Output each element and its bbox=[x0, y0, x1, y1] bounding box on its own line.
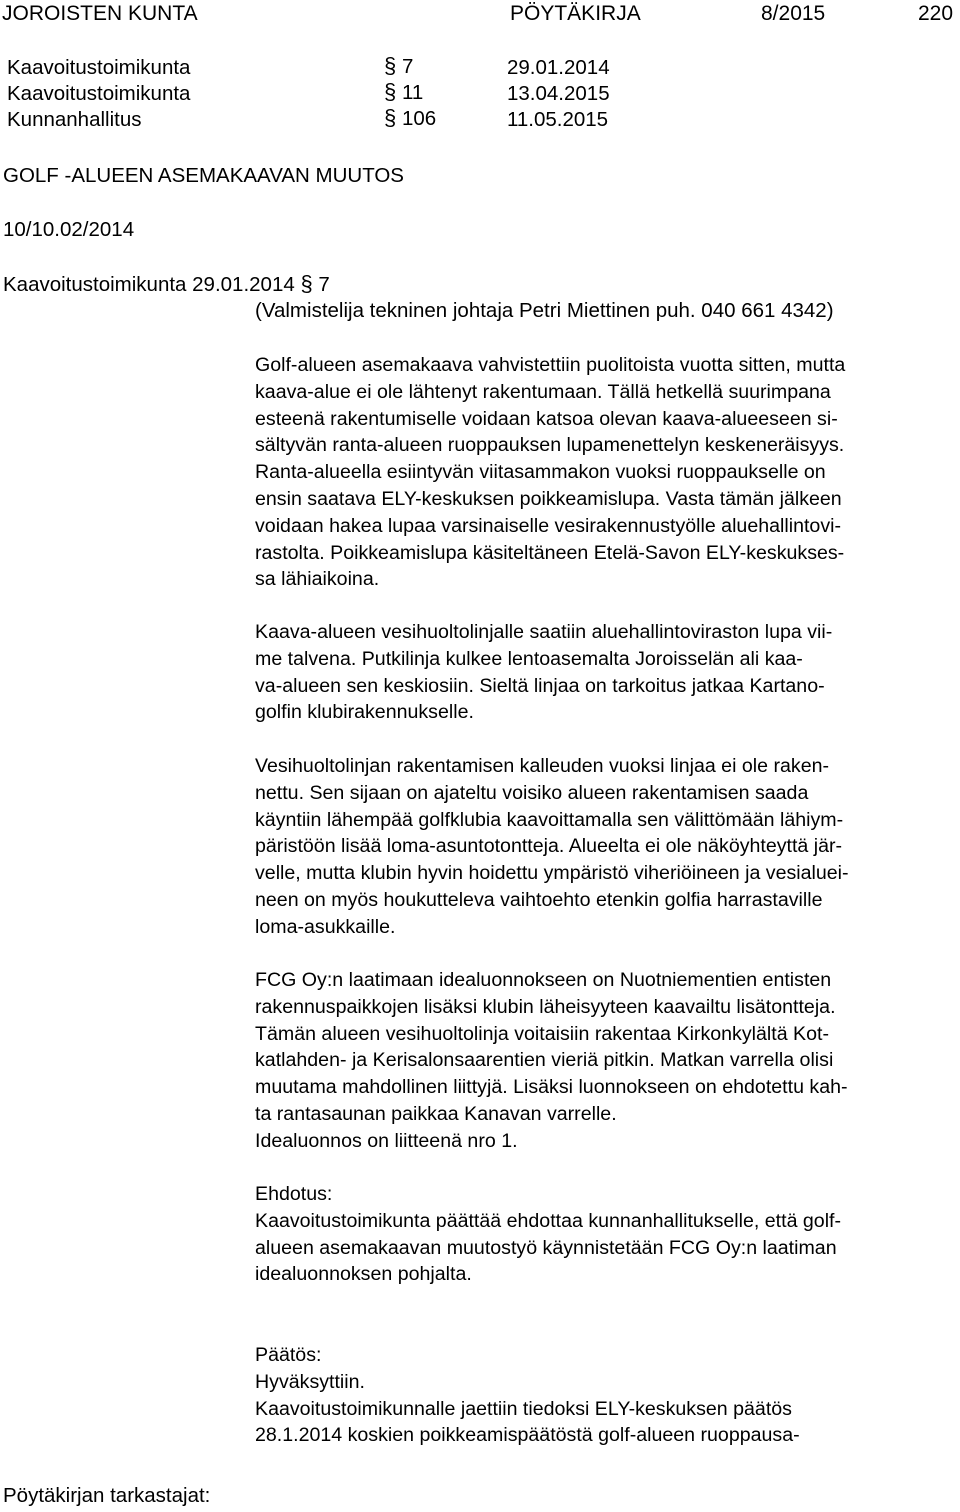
history-body: Kaavoitustoimikunta bbox=[7, 56, 191, 79]
municipality-name: JOROISTEN KUNTA bbox=[2, 2, 198, 25]
text-line: Hyväksyttiin. bbox=[255, 1370, 365, 1393]
text-line: käyntiin lähempää golfklubia kaavoittamalla sen välittömään lähiym- bbox=[255, 808, 844, 831]
section-ref bbox=[384, 79, 423, 106]
paragraph-decision bbox=[255, 1342, 955, 1449]
document-type: PÖYTÄKIRJA bbox=[510, 2, 641, 25]
reviewers-label: Pöytäkirjan tarkastajat: bbox=[3, 1484, 211, 1507]
history-date: 13.04.2015 bbox=[507, 82, 610, 105]
document-title: GOLF -ALUEEN ASEMAKAAVAN MUUTOS bbox=[3, 164, 404, 187]
section-number: 106 bbox=[401, 107, 437, 130]
meeting-line bbox=[3, 271, 330, 298]
preparer-line: (Valmistelija tekninen johtaja Petri Miettinen puh. 040 661 4342) bbox=[255, 299, 834, 322]
text-line: velle, mutta klubin hyvin hoidettu ympäristö viheriöineen ja vesialuei- bbox=[255, 862, 849, 885]
section-ref bbox=[384, 53, 413, 80]
history-body: Kaavoitustoimikunta bbox=[7, 82, 191, 105]
text-line: me talvena. Putkilinja kulkee lentoasemalta Joroisselän ali kaa- bbox=[255, 647, 803, 670]
text-line: kaava-alue ei ole lähtenyt rakentumaan. Tällä hetkellä suurimpana bbox=[255, 380, 831, 403]
text-line: FCG Oy:n laatimaan idealuonnokseen on Nuotniementien entisten bbox=[255, 969, 832, 991]
text-line: rakennuspaikkojen lisäksi klubin läheisyyteen kaavailtu lisätontteja. bbox=[255, 995, 836, 1018]
text-line: ta rantasaunan paikkaa Kanavan varrelle. bbox=[255, 1102, 617, 1125]
section-sign: § bbox=[384, 79, 397, 104]
section-ref bbox=[384, 105, 436, 132]
minutes-number: 8/2015 bbox=[761, 2, 826, 25]
section-number: 11 bbox=[401, 81, 424, 104]
text-line: Vesihuoltolinjan rakentamisen kalleuden vuoksi linjaa ei ole raken- bbox=[255, 755, 830, 777]
paragraph-alternative bbox=[255, 753, 955, 941]
page-number: 220 bbox=[918, 2, 954, 25]
meeting-body-date: Kaavoitustoimikunta 29.01.2014 bbox=[3, 273, 295, 296]
text-line: va-alueen sen keskiosiin. Sieltä linjaa on tarkoitus jatkaa Kartano- bbox=[255, 674, 825, 697]
text-line: ensin saatava ELY-keskuksen poikkeamislupa. Vasta tämän jälkeen bbox=[255, 487, 842, 510]
text-line: sa lähiaikoina. bbox=[255, 568, 380, 591]
text-line: 28.1.2014 koskien poikkeamispäätöstä golf-alueen ruoppausa- bbox=[255, 1424, 800, 1447]
paragraph-water-line bbox=[255, 619, 955, 726]
decision-heading: Päätös: bbox=[255, 1344, 322, 1366]
paragraph-draft bbox=[255, 967, 955, 1155]
text-line: rastolta. Poikkeamislupa käsiteltäneen Etelä-Savon ELY-keskukses- bbox=[255, 541, 845, 564]
text-line: muutama mahdollinen liittyjä. Lisäksi luonnokseen on ehdotettu kah- bbox=[255, 1076, 848, 1099]
history-body: Kunnanhallitus bbox=[7, 108, 142, 131]
text-line: voidaan hakea lupaa varsinaiselle vesirakennustyölle aluehallintovi- bbox=[255, 514, 841, 537]
text-line: Idealuonnos on liitteenä nro 1. bbox=[255, 1129, 518, 1152]
section-sign: § bbox=[384, 105, 397, 130]
history-date: 11.05.2015 bbox=[507, 108, 609, 131]
text-line: nettu. Sen sijaan on ajateltu voisiko alueen rakentamisen saada bbox=[255, 781, 809, 804]
text-line: Kaava-alueen vesihuoltolinjalle saatiin aluehallintoviraston lupa vii- bbox=[255, 621, 833, 643]
paragraph-status bbox=[255, 352, 955, 593]
text-line: Ranta-alueella esiintyvän viitasammakon vuoksi ruoppaukselle on bbox=[255, 461, 826, 484]
reference-number: 10/10.02/2014 bbox=[3, 218, 135, 241]
section-sign: § bbox=[384, 53, 397, 78]
text-line: sältyvän ranta-alueen ruoppauksen lupamenettelyn keskeneräisyys. bbox=[255, 434, 845, 457]
section-number: 7 bbox=[318, 273, 330, 296]
history-date: 29.01.2014 bbox=[507, 56, 610, 79]
text-line: Golf-alueen asemakaava vahvistettiin puolitoista vuotta sitten, mutta bbox=[255, 354, 846, 376]
proposal-heading: Ehdotus: bbox=[255, 1183, 333, 1205]
text-line: Kaavoitustoimikunnalle jaettiin tiedoksi ELY-keskuksen päätös bbox=[255, 1397, 792, 1420]
text-line: katlahden- ja Kerisalonsaarentien vieriä pitkin. Matkan varrella olisi bbox=[255, 1049, 834, 1072]
text-line: Tämän alueen vesihuoltolinja voitaisiin rakentaa Kirkonkylältä Kot- bbox=[255, 1022, 829, 1045]
text-line: päristöön lisää loma-asuntotontteja. Alueelta ei ole näköyhteyttä jär- bbox=[255, 835, 843, 858]
section-sign: § bbox=[300, 271, 313, 296]
text-line: golfin klubirakennukselle. bbox=[255, 701, 474, 724]
text-line: esteenä rakentumiselle voidaan katsoa olevan kaava-alueeseen si- bbox=[255, 407, 838, 430]
text-line: loma-asukkaille. bbox=[255, 915, 396, 938]
text-line: neen on myös houkutteleva vaihtoehto etenkin golfia harrastaville bbox=[255, 888, 823, 911]
text-line: Kaavoitustoimikunta päättää ehdottaa kunnanhallitukselle, että golf- bbox=[255, 1209, 842, 1232]
section-number: 7 bbox=[401, 55, 414, 78]
text-line: alueen asemakaavan muutostyö käynnistetään FCG Oy:n laatiman bbox=[255, 1236, 837, 1259]
text-line: idealuonnoksen pohjalta. bbox=[255, 1263, 472, 1286]
paragraph-proposal bbox=[255, 1181, 955, 1288]
